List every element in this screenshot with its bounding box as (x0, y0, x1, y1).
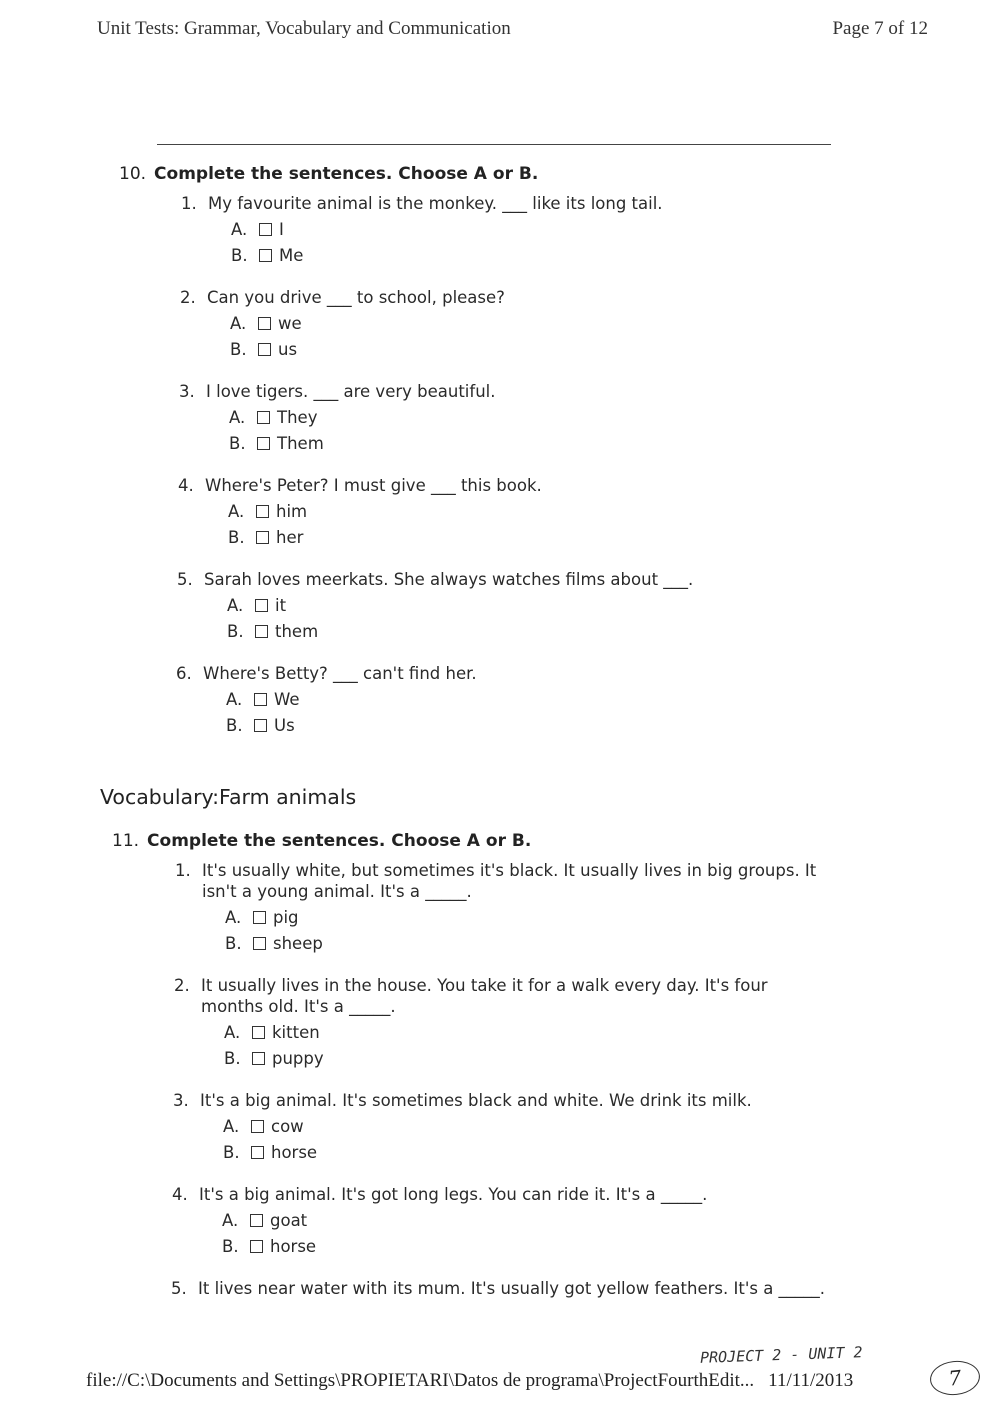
document-title: Unit Tests: Grammar, Vocabulary and Communication (97, 18, 511, 39)
item-number: 2. (174, 976, 190, 995)
checkbox[interactable] (251, 1120, 264, 1133)
checkbox[interactable] (258, 317, 271, 330)
item-text: Where's Peter? I must give ___ this book. (205, 476, 542, 495)
checkbox[interactable] (254, 693, 267, 706)
option-letter: A. (227, 596, 244, 615)
item-number: 6. (176, 664, 192, 683)
section-number: 11. (112, 831, 140, 851)
item-text: Sarah loves meerkats. She always watches films about ___. (204, 570, 694, 589)
option-text: sheep (273, 934, 323, 953)
option-letter: A. (224, 1023, 241, 1042)
checkbox[interactable] (256, 531, 269, 544)
option-b[interactable] (230, 339, 820, 360)
checkbox[interactable] (259, 249, 272, 262)
section-instruction: Complete the sentences. Choose A or B. (147, 831, 532, 851)
page-header (97, 18, 928, 44)
option-text: I (279, 220, 284, 239)
checkbox[interactable] (257, 437, 270, 450)
question-item (171, 1278, 831, 1299)
question-item (177, 569, 817, 642)
checkbox[interactable] (258, 343, 271, 356)
option-text: horse (271, 1143, 318, 1162)
question-item (179, 381, 819, 454)
option-b[interactable] (227, 621, 817, 642)
question-item (180, 287, 820, 360)
checkbox[interactable] (257, 411, 270, 424)
checkbox[interactable] (250, 1214, 263, 1227)
page-indicator: Page 7 of 12 (832, 18, 928, 39)
section-title: Vocabulary:Farm animals (100, 785, 357, 809)
option-a[interactable] (224, 1022, 834, 1043)
option-text: we (278, 314, 302, 333)
option-b[interactable] (223, 1142, 833, 1163)
checkbox[interactable] (255, 625, 268, 638)
question-item (174, 975, 834, 1069)
section-number: 10. (119, 164, 147, 184)
option-letter: B. (230, 340, 247, 359)
option-letter: B. (224, 1049, 241, 1068)
option-text: Us (274, 716, 295, 735)
item-number: 1. (175, 861, 191, 880)
option-text: puppy (272, 1049, 324, 1068)
option-text: They (277, 408, 318, 427)
option-letter: B. (227, 622, 244, 641)
option-letter: B. (222, 1237, 239, 1256)
option-letter: A. (229, 408, 246, 427)
page-footer (86, 1370, 853, 1392)
item-text: It's usually white, but sometimes it's black. It usually lives in big groups. It isn't a young animal. It's a _____. (202, 861, 817, 901)
item-number: 5. (171, 1279, 187, 1298)
option-letter: B. (225, 934, 242, 953)
checkbox[interactable] (252, 1052, 265, 1065)
item-text: It's a big animal. It's got long legs. You can ride it. It's a _____. (199, 1185, 708, 1204)
option-b[interactable] (222, 1236, 832, 1257)
option-text: We (274, 690, 300, 709)
option-letter: A. (231, 220, 248, 239)
item-number: 4. (178, 476, 194, 495)
item-text: It's a big animal. It's sometimes black and white. We drink its milk. (200, 1091, 752, 1110)
option-a[interactable] (231, 219, 821, 240)
option-letter: A. (225, 908, 242, 927)
option-b[interactable] (229, 433, 819, 454)
option-a[interactable] (222, 1210, 832, 1231)
checkbox[interactable] (259, 223, 272, 236)
option-a[interactable] (228, 501, 818, 522)
checkbox[interactable] (252, 1026, 265, 1039)
option-text: kitten (272, 1023, 320, 1042)
option-a[interactable] (223, 1116, 833, 1137)
option-letter: A. (230, 314, 247, 333)
checkbox[interactable] (256, 505, 269, 518)
item-text: I love tigers. ___ are very beautiful. (206, 382, 496, 401)
option-a[interactable] (227, 595, 817, 616)
option-text: horse (270, 1237, 317, 1256)
option-text: her (276, 528, 304, 547)
question-item (172, 1184, 832, 1257)
option-b[interactable] (231, 245, 821, 266)
option-b[interactable] (224, 1048, 834, 1069)
option-letter: A. (228, 502, 245, 521)
item-text: Can you drive ___ to school, please? (207, 288, 505, 307)
option-letter: A. (223, 1117, 240, 1136)
option-text: them (275, 622, 319, 641)
item-number: 5. (177, 570, 193, 589)
option-letter: B. (228, 528, 245, 547)
question-item (175, 860, 825, 954)
print-date: 11/11/2013 (768, 1370, 854, 1391)
section-instruction: Complete the sentences. Choose A or B. (154, 164, 539, 184)
item-text: Where's Betty? ___ can't find her. (203, 664, 477, 683)
checkbox[interactable] (250, 1240, 263, 1253)
option-text: Me (279, 246, 304, 265)
item-number: 3. (173, 1091, 189, 1110)
option-a[interactable] (225, 907, 825, 928)
item-text: It lives near water with its mum. It's usually got yellow feathers. It's a _____. (198, 1279, 826, 1298)
question-item (181, 193, 821, 266)
option-text: us (278, 340, 298, 359)
option-text: it (275, 596, 287, 615)
option-b[interactable] (228, 527, 818, 548)
checkbox[interactable] (253, 937, 266, 950)
option-a[interactable] (230, 313, 820, 334)
question-item (173, 1090, 833, 1163)
item-number: 3. (179, 382, 195, 401)
option-text: him (276, 502, 308, 521)
option-text: cow (271, 1117, 304, 1136)
option-text: Them (277, 434, 324, 453)
question-item (176, 663, 816, 736)
option-letter: B. (226, 716, 243, 735)
option-letter: A. (222, 1211, 239, 1230)
option-letter: B. (231, 246, 248, 265)
checkbox[interactable] (251, 1146, 264, 1159)
option-b[interactable] (226, 715, 816, 736)
section-10-heading (119, 162, 538, 186)
item-number: 2. (180, 288, 196, 307)
option-a[interactable] (226, 689, 816, 710)
option-letter: B. (229, 434, 246, 453)
item-number: 4. (172, 1185, 188, 1204)
question-item (178, 475, 818, 548)
option-a[interactable] (229, 407, 819, 428)
item-text: My favourite animal is the monkey. ___ like its long tail. (208, 194, 663, 213)
file-path: file://C:\Documents and Settings\PROPIETARI\Datos de programa\ProjectFourthEdit... (86, 1370, 755, 1391)
item-text: It usually lives in the house. You take it for a walk every day. It's four months old. It's a _____. (201, 976, 768, 1016)
option-text: pig (273, 908, 299, 927)
circled-page-number: 7 (928, 1358, 981, 1397)
checkbox[interactable] (254, 719, 267, 732)
option-letter: B. (223, 1143, 240, 1162)
divider-line (157, 144, 831, 145)
option-b[interactable] (225, 933, 825, 954)
option-letter: A. (226, 690, 243, 709)
handwritten-note: PROJECT 2 - UNIT 2 (699, 1343, 863, 1367)
checkbox[interactable] (253, 911, 266, 924)
section-11-heading (112, 829, 531, 853)
option-text: goat (270, 1211, 308, 1230)
checkbox[interactable] (255, 599, 268, 612)
item-number: 1. (181, 194, 197, 213)
